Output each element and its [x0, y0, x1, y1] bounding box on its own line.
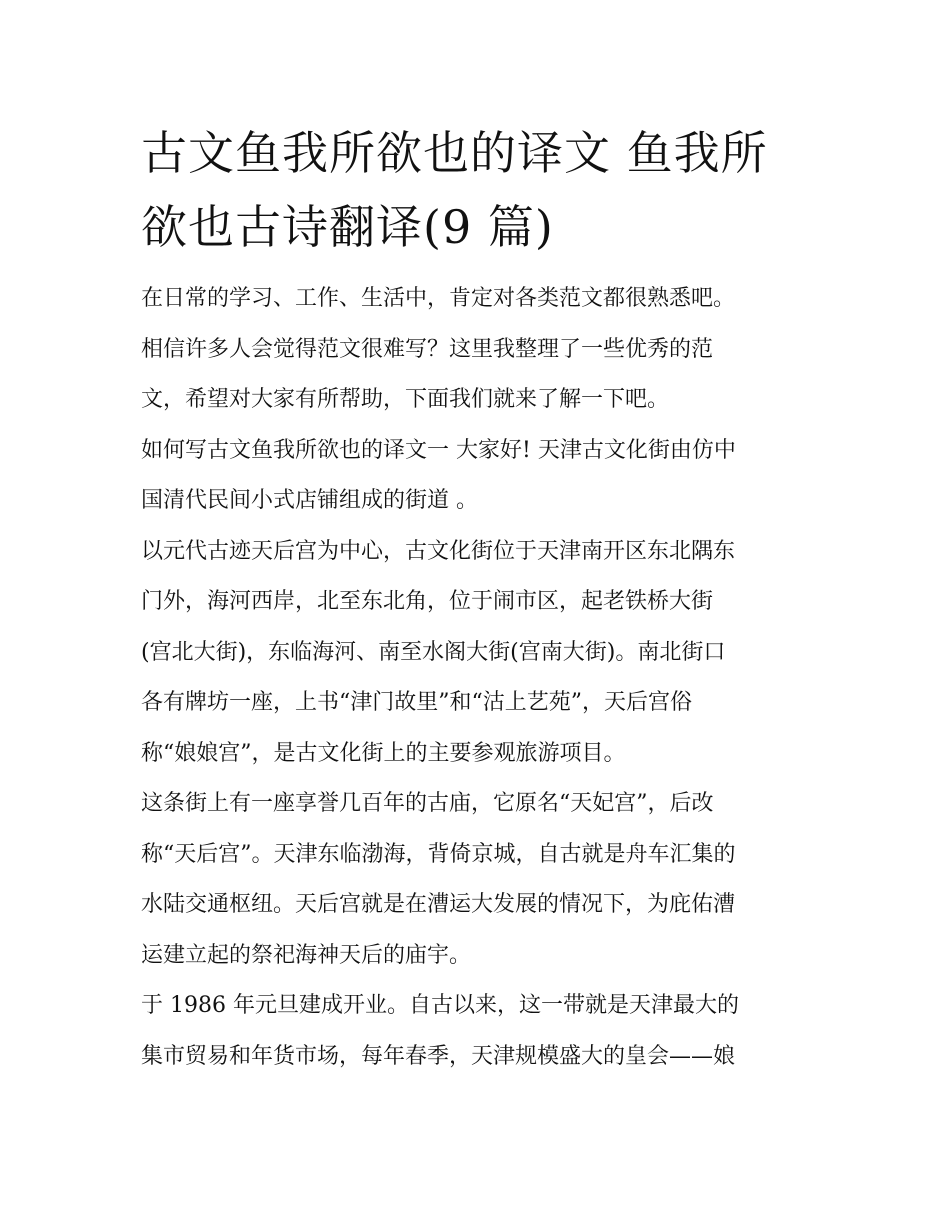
title-line-2: 欲也古诗翻译(9 篇) — [141, 200, 554, 254]
text-line: (宫北大街)，东临海河、南至水阁大街(宫南大街)。南北街口 — [141, 639, 726, 665]
document-title — [141, 116, 813, 264]
paragraph-4 — [141, 779, 813, 981]
text-line: 门外，海河西岸，北至东北角，位于闹市区，起老铁桥大街 — [141, 589, 714, 614]
text-line: 集市贸易和年货市场，每年春季，天津规模盛大的皇会——娘 — [141, 1043, 736, 1069]
paragraph-3 — [141, 527, 813, 780]
document-page — [141, 116, 813, 1082]
paragraph-2 — [141, 426, 813, 527]
text-line: 运建立起的祭祀海神天后的庙宇。 — [141, 942, 472, 968]
text-line: 以元代古迹天后宫为中心，古文化街位于天津南开区东北隅东 — [141, 538, 736, 564]
document-body — [141, 274, 813, 1082]
text-line: 各有牌坊一座，上书“津门故里”和“沽上艺苑”，天后宫俗 — [141, 690, 692, 715]
text-line: 称“娘娘宫”，是古文化街上的主要参观旅游项目。 — [141, 740, 626, 766]
text-line: 在日常的学习、工作、生活中，肯定对各类范文都很熟悉吧。 — [141, 286, 736, 311]
paragraph-5 — [141, 981, 813, 1082]
text-line: 国清代民间小式店铺组成的街道 。 — [141, 488, 478, 513]
text-line: 文，希望对大家有所帮助，下面我们就来了解一下吧。 — [141, 387, 670, 412]
text-line: 如何写古文鱼我所欲也的译文一 大家好! 天津古文化街由仿中 — [141, 437, 736, 463]
text-line: 这条街上有一座享誉几百年的古庙，它原名“天妃宫”，后改 — [141, 791, 714, 816]
paragraph-1 — [141, 274, 813, 426]
text-line: 称“天后宫”。天津东临渤海，背倚京城，自古就是舟车汇集的 — [141, 841, 736, 867]
text-line: 水陆交通枢纽。天后宫就是在漕运大发展的情况下，为庇佑漕 — [141, 892, 736, 917]
text-line: 于 1986 年元旦建成开业。自古以来，这一带就是天津最大的 — [141, 993, 739, 1018]
title-line-1: 古文鱼我所欲也的译文 鱼我所 — [141, 126, 768, 180]
text-line: 相信许多人会觉得范文很难写？这里我整理了一些优秀的范 — [141, 336, 714, 362]
